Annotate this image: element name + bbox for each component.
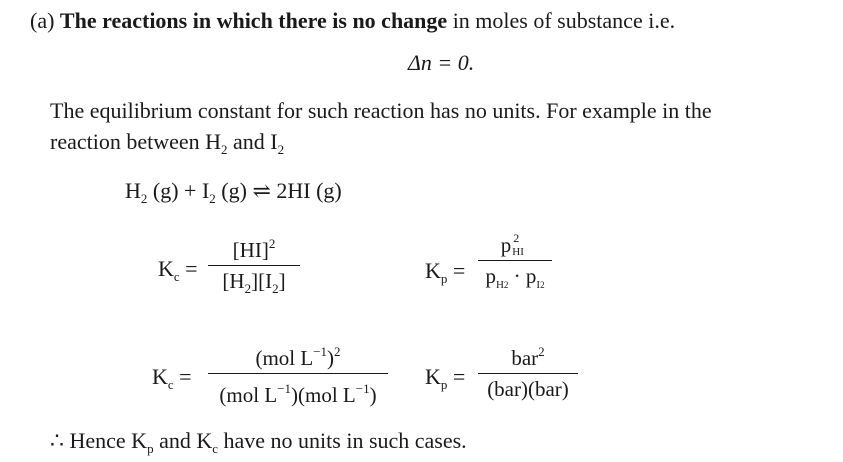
conclusion: ∴ Hence $K_p$ and $K_c$ have no units in such cases. <box>50 428 467 456</box>
intro-rest: in moles of substance i.e. <box>452 8 676 33</box>
therefore-symbol: ∴ <box>50 428 64 453</box>
intro-bold: The reactions in which there is no change <box>59 8 448 33</box>
intro-line <box>30 8 675 34</box>
paragraph-line1: The equilibrium constant for such reaction has no units. For example in the <box>50 98 712 123</box>
kp-numerator: p 2 HI <box>500 231 524 258</box>
reaction-equation: $H_2$ $(g) + I_2$ (g) ⇌ 2HI (g) <box>125 178 342 206</box>
kc-numerator: [HI]$^2$ <box>232 236 276 262</box>
kp-units-fraction <box>478 340 578 401</box>
equilibrium-arrow: ⇌ <box>252 178 271 203</box>
kc-fraction <box>208 232 300 301</box>
intro-label: (a) <box>30 8 55 33</box>
kc-units-denominator: (mol $L^{-1})(mol$ $L^{-1}$) <box>219 381 377 407</box>
kp-units-denominator: (bar)(bar) <box>487 377 569 401</box>
kc-units-numerator: (mol $L^{-1})^2$ <box>255 344 341 370</box>
kp-denominator: $p_{H2} \cdot p_{I2}$ <box>485 264 545 291</box>
kc-label: $K_c$ = <box>158 256 198 284</box>
delta-n: Δn = 0. <box>408 50 475 75</box>
kp-units-label: $K_p$ = <box>425 364 466 392</box>
kp-fraction <box>478 232 552 297</box>
kp-units-numerator: bar$^2$ <box>511 344 545 370</box>
kp-label: $K_p$ = <box>425 258 466 286</box>
paragraph-line2: reaction between $H_2$ and $I_2$ <box>50 129 285 157</box>
kc-units-fraction <box>208 340 388 407</box>
kc-units-label: $K_c$ = <box>152 364 192 392</box>
kc-denominator: $[H_2][I_2]$ <box>222 269 286 296</box>
